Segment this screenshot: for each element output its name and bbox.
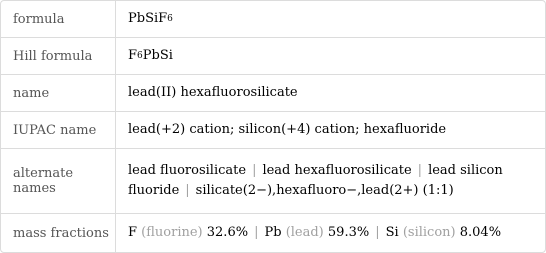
separator: | xyxy=(252,163,257,178)
hill-formula-value: F 6 PbSi xyxy=(115,38,545,74)
element-name: (lead) xyxy=(285,225,324,240)
hill-formula-part-1: F xyxy=(128,48,138,63)
formula-main: PbSiF xyxy=(128,11,168,26)
alternate-name: silicate(2−),hexafluoro−,lead(2+) (1:1) xyxy=(195,183,454,198)
hill-formula-row xyxy=(1,37,545,74)
formula-label: formula xyxy=(13,11,65,27)
element-symbol: Pb xyxy=(264,225,282,240)
formula-value: PbSiF 6 xyxy=(115,1,545,37)
alternate-names-value xyxy=(115,149,545,213)
alternate-names-list xyxy=(128,161,537,201)
name-value: lead(II) hexafluorosilicate xyxy=(115,75,545,111)
mass-fraction-item xyxy=(264,223,369,243)
alternate-names-row xyxy=(1,148,545,213)
alternate-name: lead silicon fluoride xyxy=(128,163,503,198)
hill-formula-label: Hill formula xyxy=(13,48,93,64)
element-symbol: F xyxy=(128,225,138,240)
hill-formula-part-2: PbSi xyxy=(142,48,173,63)
mass-fraction-item xyxy=(128,223,248,243)
separator: | xyxy=(375,225,380,240)
alternate-name: lead hexafluorosilicate xyxy=(262,163,412,178)
separator: | xyxy=(417,163,423,178)
separator: | xyxy=(254,225,259,240)
name-label: name xyxy=(13,85,50,101)
alternate-names-label: alternate names xyxy=(13,166,74,196)
iupac-name-label: IUPAC name xyxy=(13,122,97,138)
element-percent: 32.6% xyxy=(206,225,249,240)
mass-fractions-label: mass fractions xyxy=(13,225,109,241)
formula-row xyxy=(1,1,545,37)
element-percent: 59.3% xyxy=(327,225,370,240)
iupac-name-row xyxy=(1,111,545,148)
mass-fraction-item xyxy=(386,223,501,243)
alternate-name: lead fluorosilicate xyxy=(128,163,247,178)
mass-fractions-row xyxy=(1,213,545,252)
separator: | xyxy=(185,183,190,198)
name-row xyxy=(1,74,545,111)
iupac-name-value: lead(+2) cation; silicon(+4) cation; hexafluoride xyxy=(115,112,545,148)
element-name: (silicon) xyxy=(402,225,456,240)
element-name: (fluorine) xyxy=(141,225,203,240)
element-symbol: Si xyxy=(385,225,399,240)
element-percent: 8.04% xyxy=(459,225,502,240)
mass-fractions-value xyxy=(115,214,545,252)
